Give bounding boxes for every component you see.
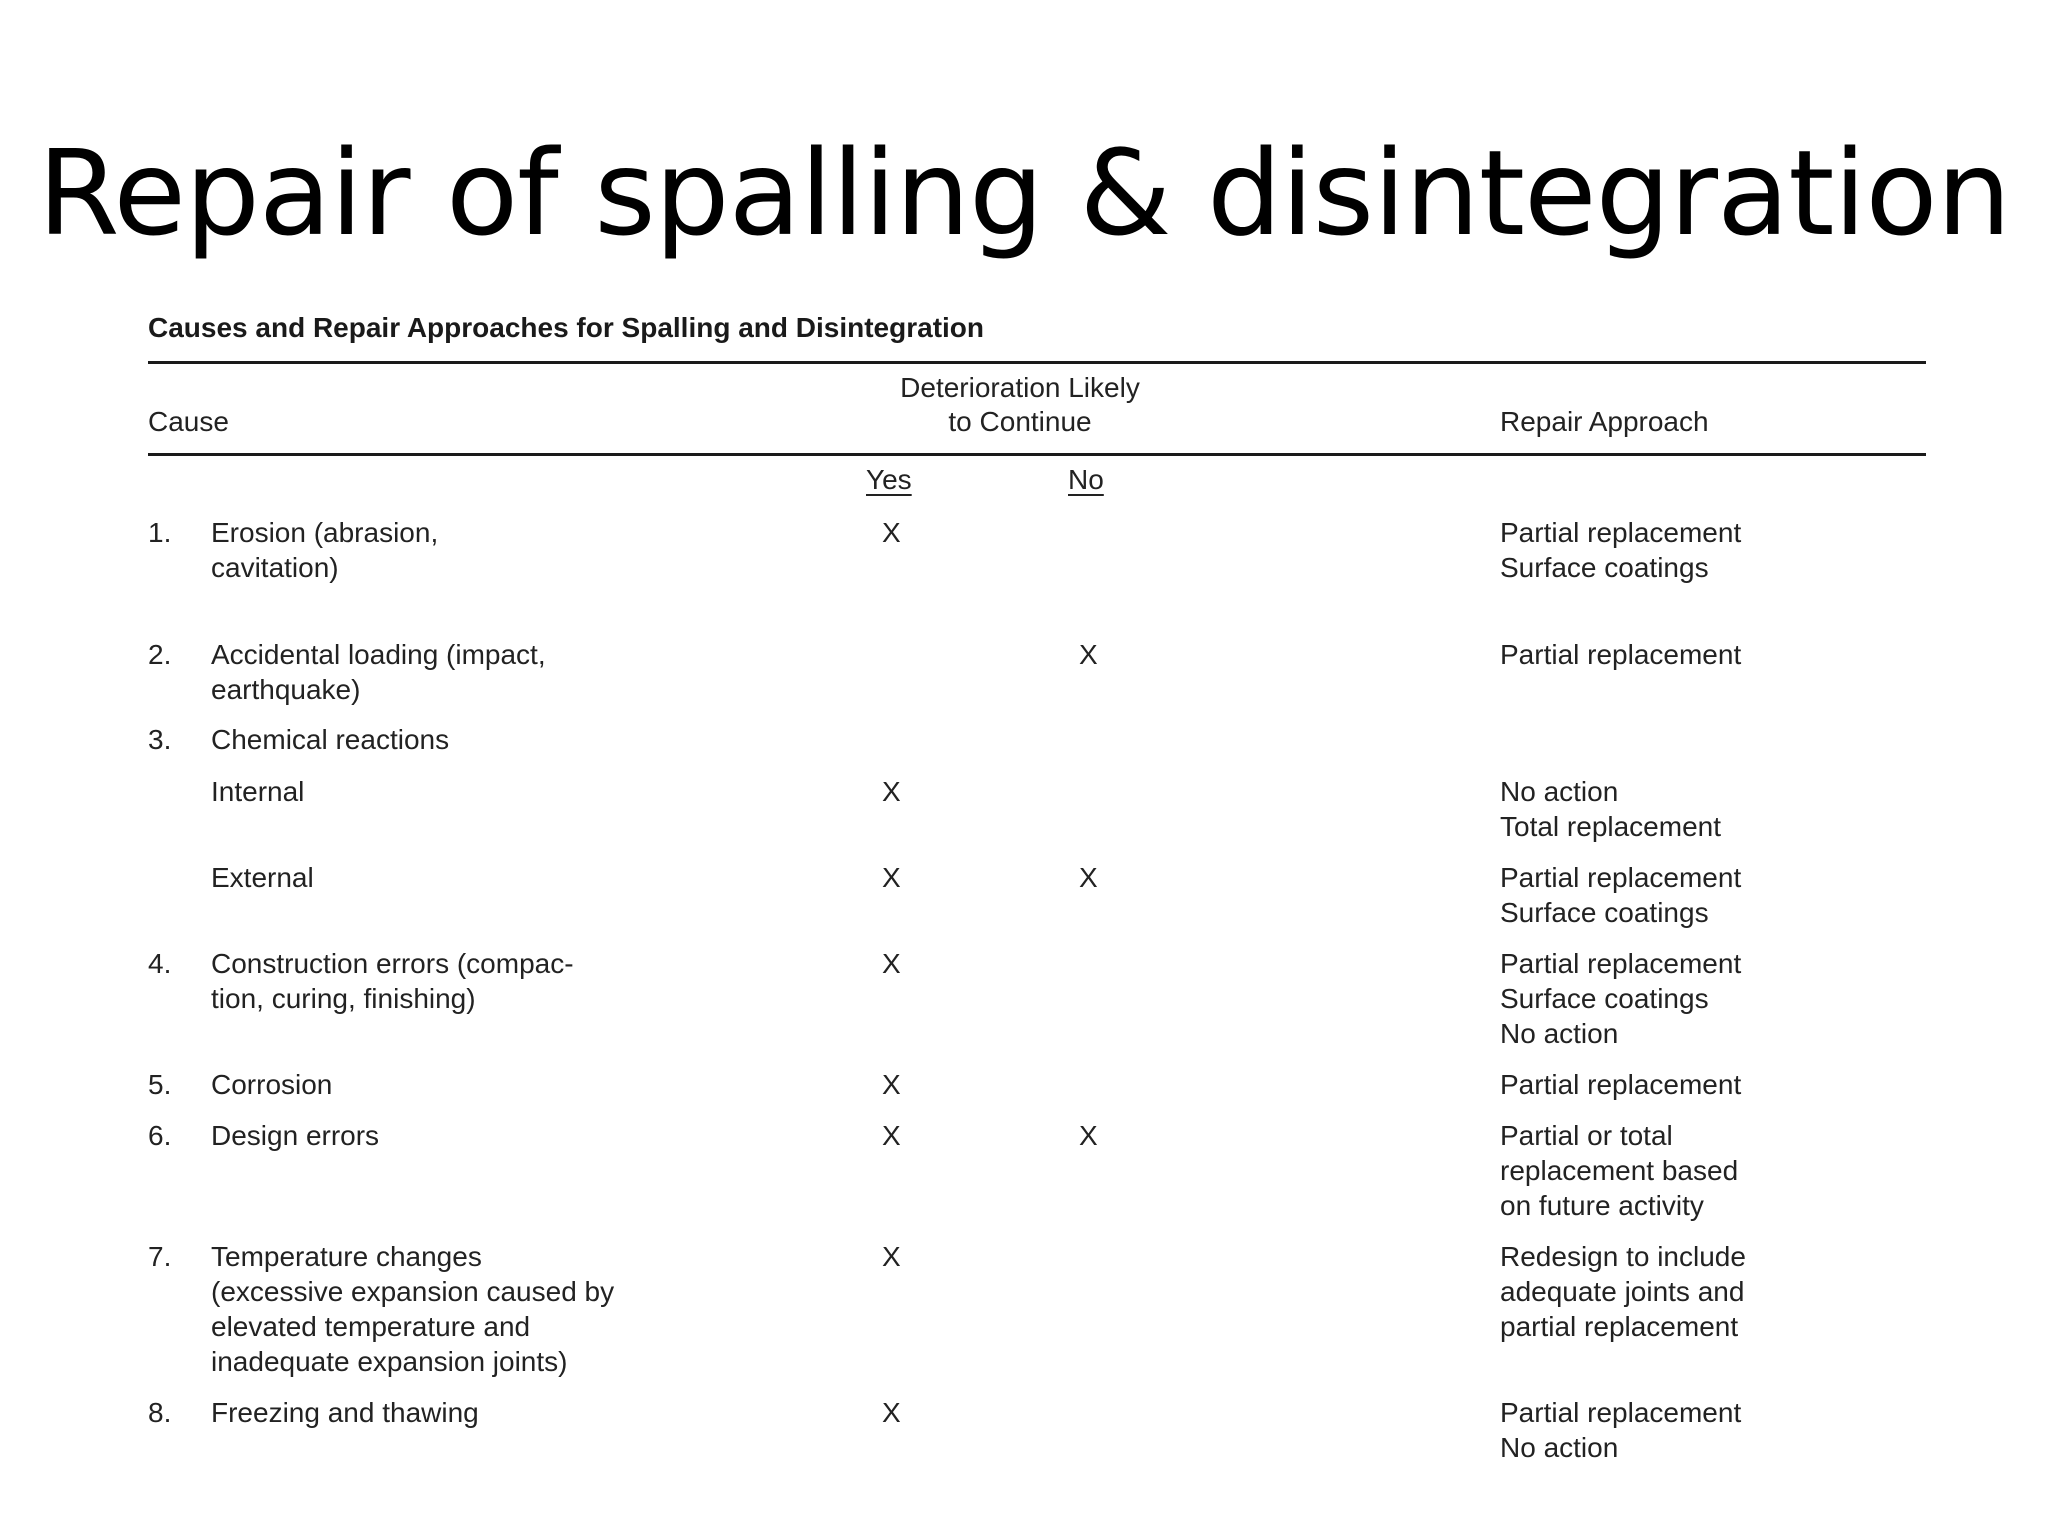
row-repair-approach: Partial replacement: [1500, 1069, 1742, 1100]
row-cause: Freezing and thawing: [211, 1397, 479, 1428]
table-caption: Causes and Repair Approaches for Spalling and Disintegration: [148, 312, 985, 343]
row-repair-approach: Partial replacement Surface coatings: [1500, 862, 1742, 928]
row-yes-mark: X: [882, 1397, 901, 1428]
row-number: 3.: [148, 724, 172, 755]
row-no-mark: X: [1079, 639, 1098, 670]
row-number: 1.: [148, 517, 172, 548]
row-repair-approach: Redesign to include adequate joints and partial replacement: [1500, 1241, 1746, 1342]
row-yes-mark: X: [882, 1120, 901, 1151]
row-yes-mark: X: [882, 1241, 901, 1272]
row-repair-approach: Partial replacement: [1500, 639, 1742, 670]
row-repair-approach: Partial or total replacement based on future activity: [1500, 1120, 1739, 1221]
row-number: 6.: [148, 1120, 172, 1151]
row-repair-approach: Partial replacement Surface coatings No action: [1500, 948, 1742, 1049]
row-no-mark: X: [1079, 1120, 1098, 1151]
row-number: 8.: [148, 1397, 172, 1428]
row-repair-approach: Partial replacement No action: [1500, 1397, 1742, 1463]
row-yes-mark: X: [882, 776, 901, 807]
row-cause: Erosion (abrasion, cavitation): [211, 517, 439, 583]
row-yes-mark: X: [882, 862, 901, 893]
row-number: 2.: [148, 639, 172, 670]
row-yes-mark: X: [882, 1069, 901, 1100]
row-cause: Chemical reactions: [211, 724, 450, 755]
table-top-rule: [148, 361, 1926, 364]
slide-title: Repair of spalling & disintegration: [37, 124, 2011, 262]
row-number: 4.: [148, 948, 172, 979]
row-no-mark: X: [1079, 862, 1098, 893]
row-cause: Design errors: [211, 1120, 380, 1151]
row-cause: Temperature changes (excessive expansion caused by elevated temperature and inadequate expansion joints): [211, 1241, 615, 1377]
subheader-yes: Yes: [866, 464, 912, 495]
row-number: 7.: [148, 1241, 172, 1272]
row-number: 5.: [148, 1069, 172, 1100]
row-cause: Accidental loading (impact, earthquake): [211, 639, 546, 705]
row-cause: Corrosion: [211, 1069, 333, 1100]
column-header-cause: Cause: [148, 406, 229, 437]
row-yes-mark: X: [882, 517, 901, 548]
column-header-repair-approach: Repair Approach: [1500, 406, 1709, 437]
column-header-deterioration: Deterioration Likely to Continue: [900, 372, 1140, 437]
row-cause: External: [211, 862, 314, 893]
row-cause: Construction errors (compac- tion, curing, finishing): [211, 948, 574, 1014]
table-header-rule: [148, 453, 1926, 456]
row-repair-approach: No action Total replacement: [1500, 776, 1722, 842]
row-cause: Internal: [211, 776, 305, 807]
row-repair-approach: Partial replacement Surface coatings: [1500, 517, 1742, 583]
row-yes-mark: X: [882, 948, 901, 979]
subheader-no: No: [1068, 464, 1104, 495]
